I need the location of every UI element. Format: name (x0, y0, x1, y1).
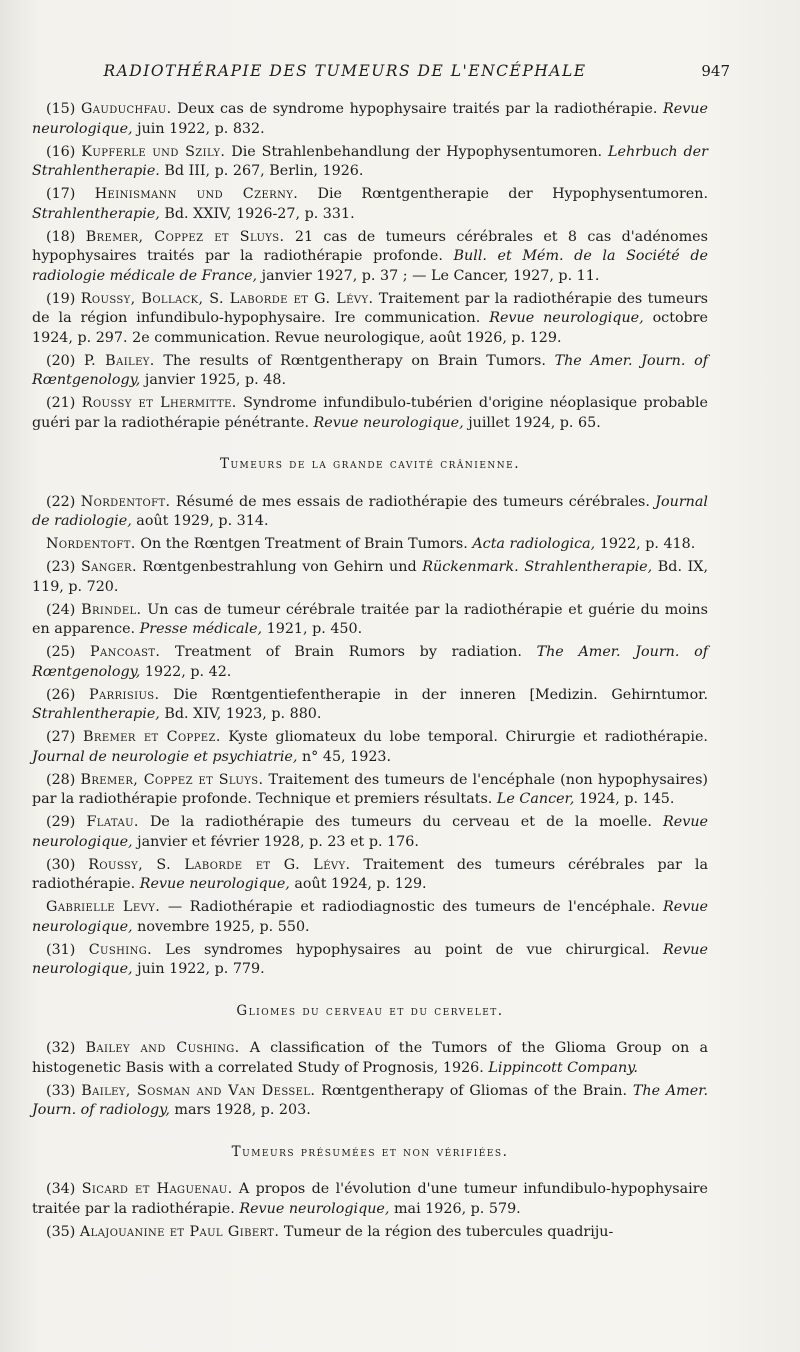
ref-journal: Revue neurologique, (489, 310, 644, 326)
reference-entry (32, 856, 708, 895)
reference-entry (32, 813, 708, 852)
ref-author: Heinismann und Czerny. (94, 186, 299, 202)
ref-number: (15) (46, 101, 81, 117)
ref-text: Treatment of Brain Rumors by radiation. (160, 644, 537, 660)
page-number: 947 (701, 62, 730, 80)
ref-text: Les syndromes hypophysaires au point de vue chirurgical. (152, 941, 663, 958)
ref-journal: Lippincott Company. (488, 1059, 638, 1076)
ref-text: Traitement des tumeurs de l'encéphale (non hypophysaires) par la radiothérapie profonde. Technique et premiers résultats. (32, 771, 708, 807)
ref-tail: août 1924, p. 129. (289, 876, 427, 892)
ref-tail: mars 1928, p. 203. (169, 1102, 311, 1118)
ref-text: A classification of the Tumors of the Glioma Group on a histogenetic Basis with a correlated Study of Prognosis, 1926. (32, 1040, 708, 1076)
ref-number: (23) (46, 559, 81, 575)
ref-tail: 1922, p. 418. (595, 536, 696, 552)
ref-author: Parrisius. (89, 686, 160, 703)
ref-number: (31) (46, 941, 89, 958)
reference-entry (32, 941, 708, 980)
ref-number: (25) (46, 644, 91, 660)
ref-text: Traitement par la radiothérapie des tumeurs de la région infundibulo-hypophysaire. Ire communication. (32, 290, 708, 326)
ref-tail: Bd. IX, 119, p. 720. (32, 559, 708, 595)
reference-entry (32, 728, 708, 767)
ref-text: Rœntgentherapy of Gliomas of the Brain. (315, 1082, 633, 1099)
ref-author: Gabrielle Levy. (46, 899, 161, 915)
ref-number: (27) (46, 729, 83, 745)
reference-entry (32, 143, 708, 182)
ref-journal: Strahlentherapie, (32, 706, 160, 722)
ref-author: P. Bailey. (84, 352, 155, 369)
ref-author: Bremer, Coppez et Sluys. (85, 228, 285, 245)
ref-tail: 1924, p. 145. (574, 791, 675, 807)
ref-tail: 1921, p. 450. (262, 621, 363, 637)
ref-journal: Bull. et Mém. de la Société de radiologie médicale de France, (32, 248, 708, 284)
ref-journal: Lehrbuch der Strahlentherapie. (32, 143, 708, 179)
reference-entry (32, 686, 708, 725)
ref-number: (30) (46, 856, 89, 873)
ref-author: Kupferle und Szily. (81, 143, 226, 160)
section-title: Gliomes du cerveau et du cervelet. (236, 1002, 504, 1019)
running-header (40, 62, 730, 86)
ref-text: Syndrome infundibulo-tubérien d'origine néoplasique probable guéri par la radiothérapie pénétrante. (32, 395, 708, 431)
ref-tail: août 1929, p. 314. (131, 513, 269, 529)
reference-entry (32, 1223, 708, 1243)
ref-number: (16) (46, 143, 82, 160)
ref-journal: Rückenmark. Strahlentherapie, (422, 559, 653, 575)
ref-text: 21 cas de tumeurs cérébrales et 8 cas d'adénomes hypophysaires traités par la radiothérapie profonde. (32, 228, 708, 264)
ref-journal: Revue neurologique, (239, 1200, 390, 1217)
ref-author: Bailey, Sosman and Van Dessel. (81, 1082, 316, 1099)
ref-author: Alajouanine et Paul Gibert. (79, 1223, 280, 1240)
ref-number: (22) (46, 493, 81, 510)
ref-text: Die Rœntgentiefentherapie in der inneren [Medizin. Gehirntumor. (159, 686, 708, 703)
ref-author: Flatau. (86, 814, 139, 830)
ref-author: Gauduchfau. (80, 101, 172, 117)
ref-tail: juin 1922, p. 779. (132, 961, 265, 977)
ref-tail: janvier 1925, p. 48. (140, 372, 286, 388)
ref-text: On the Rœntgen Treatment of Brain Tumors. (135, 536, 473, 552)
ref-number: (34) (46, 1181, 82, 1197)
ref-journal: Revue neurologique, (139, 876, 290, 892)
ref-number: (24) (46, 601, 82, 618)
ref-journal: Revue neurologique, (32, 899, 709, 935)
ref-tail: n° 45, 1923. (297, 748, 392, 765)
reference-entry (32, 394, 708, 433)
ref-author: Roussy et Lhermitte. (81, 395, 237, 411)
reference-entry (32, 535, 708, 555)
reference-entry (32, 1180, 708, 1219)
ref-journal: Presse médicale, (139, 621, 263, 637)
references-body (32, 100, 708, 1246)
ref-journal: The Amer. Journ. of Rœntgenology, (32, 352, 708, 388)
ref-number: (17) (46, 186, 95, 202)
ref-number: (35) (46, 1223, 80, 1240)
ref-text: Deux cas de syndrome hypophysaire traités par la radiothérapie. (171, 101, 663, 117)
ref-tail: janvier 1927, p. 37 ; — Le Cancer, 1927, p. 11. (257, 267, 600, 284)
ref-text: Traitement des tumeurs cérébrales par la radiothérapie. (32, 856, 708, 892)
ref-author: Cushing. (88, 941, 153, 958)
reference-entry (32, 493, 708, 532)
reference-entry (32, 1039, 708, 1078)
ref-text: Rœntgenbestrahlung von Gehirn und (136, 559, 423, 575)
ref-author: Bailey and Cushing. (85, 1040, 240, 1056)
ref-author: Roussy, Bollack, S. Laborde et G. Lévy. (80, 290, 374, 307)
ref-journal: Le Cancer, (496, 791, 575, 807)
ref-journal: Journal de radiologie, (32, 493, 708, 529)
ref-author: Bremer, Coppez et Sluys. (80, 771, 264, 788)
ref-tail: janvier et février 1928, p. 23 et p. 176. (132, 833, 419, 850)
ref-number: (29) (46, 814, 87, 830)
ref-text: The results of Rœntgentherapy on Brain Tumors. (154, 352, 555, 369)
ref-journal: Revue neurologique, (32, 814, 708, 850)
ref-author: Pancoast. (90, 644, 161, 660)
ref-number: (20) (46, 352, 85, 369)
reference-entry (32, 771, 708, 810)
ref-author: Sanger. (80, 559, 137, 575)
ref-journal: Journal de neurologie et psychiatrie, (32, 748, 298, 765)
reference-entry (32, 898, 708, 937)
ref-number: (21) (46, 395, 82, 411)
ref-tail: juillet 1924, p. 65. (463, 414, 601, 431)
ref-tail: Bd. XIV, 1923, p. 880. (159, 706, 322, 722)
ref-text: Un cas de tumeur cérébrale traitée par la radiothérapie et guérie du moins en apparence. (32, 601, 708, 637)
section-title: Tumeurs présumées et non vérifiées. (231, 1143, 509, 1160)
ref-tail: novembre 1925, p. 550. (132, 918, 310, 935)
ref-text: Kyste gliomateux du lobe temporal. Chirurgie et radiothérapie. (220, 729, 708, 745)
ref-journal: The Amer. Journ. of radiology, (32, 1082, 709, 1118)
ref-author: Nordentoft. (46, 536, 136, 552)
reference-entry (32, 185, 708, 224)
ref-author: Roussy, S. Laborde et G. Lévy. (88, 856, 351, 873)
ref-number: (33) (46, 1082, 82, 1099)
ref-author: Bremer et Coppez. (82, 729, 221, 745)
ref-number: (19) (46, 290, 81, 307)
reference-entry (32, 643, 708, 682)
reference-entry (32, 290, 708, 349)
ref-author: Sicard et Haguenau. (81, 1181, 233, 1197)
reference-entry (32, 558, 708, 597)
ref-author: Nordentoft. (80, 493, 171, 510)
ref-journal: Revue neurologique, (32, 941, 708, 977)
ref-journal: Acta radiologica, (472, 536, 596, 552)
reference-entry (32, 352, 708, 391)
ref-tail: juin 1922, p. 832. (132, 120, 265, 137)
section-title: Tumeurs de la grande cavité crânienne. (219, 456, 521, 472)
ref-text: Die Rœntgentherapie der Hypophysentumoren. (298, 186, 708, 202)
ref-journal: Strahlentherapie, (32, 205, 160, 222)
ref-number: (28) (46, 771, 81, 788)
ref-text: Tumeur de la région des tubercules quadriju- (279, 1223, 614, 1240)
ref-text: Résumé de mes essais de radiothérapie des tumeurs cérébrales. (170, 493, 656, 510)
ref-tail: Bd. XXIV, 1926-27, p. 331. (159, 205, 355, 222)
reference-entry (32, 1082, 708, 1121)
ref-text: — Radiothérapie et radiodiagnostic des tumeurs de l'encéphale. (160, 899, 664, 915)
ref-text: A propos de l'évolution d'une tumeur infundibulo-hypophysaire traitée par la radiothérapie. (32, 1181, 708, 1217)
ref-journal: Revue neurologique, (32, 101, 708, 137)
ref-journal: The Amer. Journ. of Rœntgenology, (32, 644, 708, 680)
reference-entry (32, 601, 708, 640)
ref-text: De la radiothérapie des tumeurs du cerveau et de la moelle. (138, 814, 664, 830)
reference-entry (32, 228, 708, 287)
ref-journal: Revue neurologique, (313, 414, 464, 431)
ref-author: Brindel. (81, 601, 142, 618)
running-title: RADIOTHÉRAPIE DES TUMEURS DE L'ENCÉPHALE (103, 62, 587, 80)
reference-entry (32, 100, 708, 139)
ref-text: Die Strahlenbehandlung der Hypophysentumoren. (225, 143, 609, 160)
ref-tail: Bd III, p. 267, Berlin, 1926. (159, 163, 364, 179)
ref-number: (26) (46, 686, 89, 703)
ref-tail: 1922, p. 42. (140, 663, 232, 680)
ref-tail: mai 1926, p. 579. (389, 1200, 521, 1217)
ref-number: (18) (46, 228, 86, 245)
ref-tail: octobre 1924, p. 297. 2e communication. Revue neurologique, août 1926, p. 129. (32, 310, 708, 346)
ref-number: (32) (46, 1040, 86, 1056)
